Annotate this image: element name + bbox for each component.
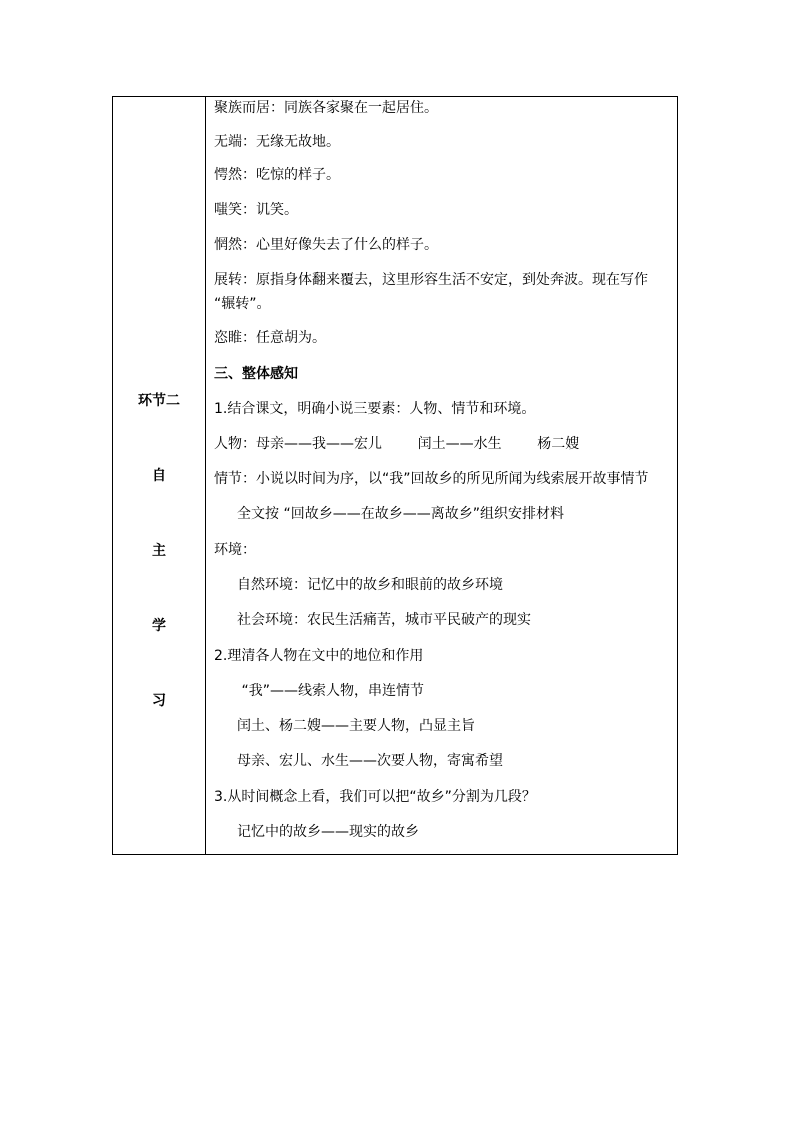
- section-char-1: 自: [152, 468, 166, 484]
- lesson-table: [112, 96, 678, 855]
- section-label-cell: [113, 97, 206, 854]
- vocab-line: 愕然：吃惊的样子。: [214, 167, 340, 183]
- vocab-line: 聚族而居：同族各家聚在一起居住。: [214, 100, 438, 116]
- plot-line: 情节：小说以时间为序，以“我”回故乡的所见所闻为线索展开故事情节: [214, 471, 649, 487]
- vocab-line: 展转：原指身体翻来覆去，这里形容生活不安定，到处奔波。现在写作: [214, 272, 648, 288]
- role-line: 母亲、宏儿、水生——次要人物，寄寓希望: [237, 753, 503, 769]
- question-2: 2.理清各人物在文中的地位和作用: [214, 648, 424, 664]
- environment-label: 环境：: [214, 542, 256, 558]
- plot-structure-line: 全文按 “回故乡——在故乡——离故乡”组织安排材料: [237, 506, 564, 522]
- vocab-line: 惘然：心里好像失去了什么的样子。: [214, 237, 438, 253]
- vocab-line: 无端：无缘无故地。: [214, 134, 340, 150]
- vocab-line: 嗤笑：讥笑。: [214, 202, 298, 218]
- section-title: 环节二: [138, 393, 180, 409]
- role-line: “我”——线索人物，串连情节: [237, 683, 424, 699]
- section-char-2: 主: [152, 543, 166, 559]
- section-char-4: 习: [152, 693, 166, 709]
- characters-line: 人物：母亲——我——宏儿 闰土——水生 杨二嫂: [214, 436, 580, 452]
- content-cell: [206, 97, 677, 854]
- heading-overall-perception: 三、整体感知: [214, 366, 298, 382]
- answer-line: 记忆中的故乡——现实的故乡: [237, 824, 419, 840]
- natural-environment-line: 自然环境：记忆中的故乡和眼前的故乡环境: [237, 577, 503, 593]
- social-environment-line: 社会环境：农民生活痛苦，城市平民破产的现实: [237, 612, 531, 628]
- question-3: 3.从时间概念上看，我们可以把“故乡”分割为几段？: [214, 789, 536, 805]
- question-1: 1.结合课文，明确小说三要素：人物、情节和环境。: [214, 401, 536, 417]
- role-line: 闰土、杨二嫂——主要人物，凸显主旨: [237, 718, 475, 734]
- vocab-line: 恣睢：任意胡为。: [214, 330, 326, 346]
- section-char-3: 学: [152, 618, 166, 634]
- vocab-line-continued: “辗转”。: [214, 296, 271, 312]
